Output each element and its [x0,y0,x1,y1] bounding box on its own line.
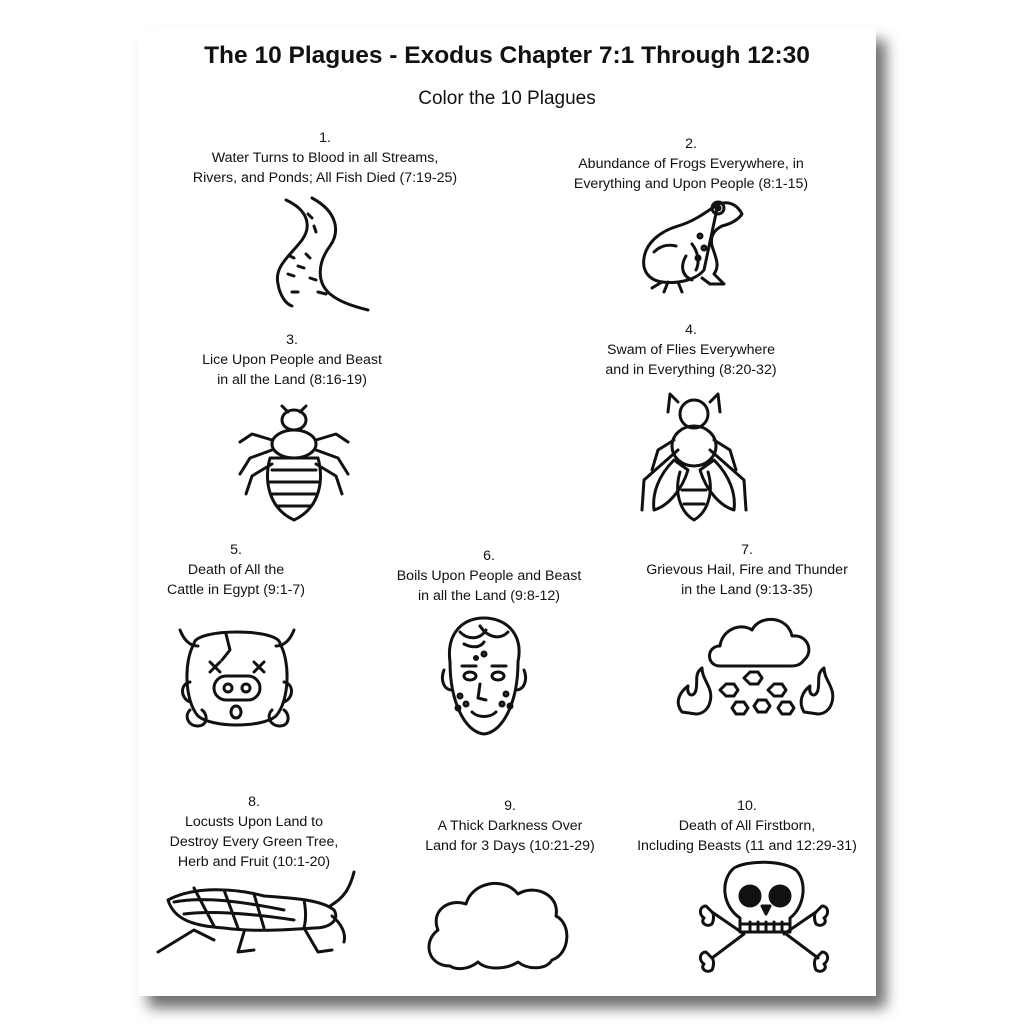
boils-face-icon [440,614,528,740]
louse-icon [236,400,352,524]
plague-number: 7. [741,542,753,558]
plague-text-line: Lice Upon People and Beast [202,352,382,368]
plague-text-line: Death of All Firstborn, [678,818,816,834]
plague-7-caption [597,540,897,600]
river-icon [268,196,378,311]
plague-text-line: in all the Land (8:16-19) [217,372,367,388]
hail-fire-cloud-icon [674,608,838,714]
dead-cow-icon [176,620,298,730]
plague-text-line: Abundance of Frogs Everywhere, in [578,156,804,172]
dark-cloud-icon [420,874,572,970]
plague-text-line: in all the Land (9:8-12) [418,588,560,604]
locust-icon [154,870,360,958]
page-title: The 10 Plagues - Exodus Chapter 7:1 Through 12:30 [204,42,810,69]
plague-text-line: Herb and Fruit (10:1-20) [177,854,331,870]
plague-number: 9. [504,798,516,814]
worksheet-page [138,28,876,996]
plague-text-line: Death of All the [187,562,285,578]
plague-text-line: Rivers, and Ponds; All Fish Died (7:19-25) [192,170,458,186]
plague-number: 2. [685,136,697,152]
plague-text-line: and in Everything (8:20-32) [605,362,777,378]
plague-3-caption [142,330,442,390]
plague-2-caption [541,134,841,194]
plague-number: 6. [483,548,495,564]
plague-number: 4. [685,322,697,338]
plague-text-line: A Thick Darkness Over [437,818,583,834]
page-subtitle: Color the 10 Plagues [418,88,596,109]
plague-text-line: Cattle in Egypt (9:1-7) [167,582,305,598]
skull-crossbones-icon [692,862,836,974]
plague-text-line: Locusts Upon Land to [184,814,324,830]
plague-number: 10. [737,798,757,814]
plague-1-caption [175,128,475,188]
plague-6-caption [339,546,639,606]
plague-number: 3. [286,332,298,348]
plague-number: 5. [230,542,242,558]
plague-text-line: Land for 3 Days (10:21-29) [425,838,595,854]
fly-icon [638,390,750,524]
plague-4-caption [541,320,841,380]
plague-number: 8. [248,794,260,810]
plague-text-line: Grievous Hail, Fire and Thunder [646,562,848,578]
plague-text-line: Destroy Every Green Tree, [169,834,339,850]
plague-text-line: Including Beasts (11 and 12:29-31) [637,838,857,854]
plague-text-line: Everything and Upon People (8:1-15) [573,176,809,192]
plague-text-line: Water Turns to Blood in all Streams, [211,150,439,166]
plague-number: 1. [319,130,331,146]
plague-text-line: in the Land (9:13-35) [681,582,813,598]
plague-10-caption [597,796,897,856]
plague-text-line: Boils Upon People and Beast [396,568,582,584]
plague-text-line: Swam of Flies Everywhere [607,342,775,358]
plague-8-caption [104,792,404,872]
frog-icon [638,196,748,296]
